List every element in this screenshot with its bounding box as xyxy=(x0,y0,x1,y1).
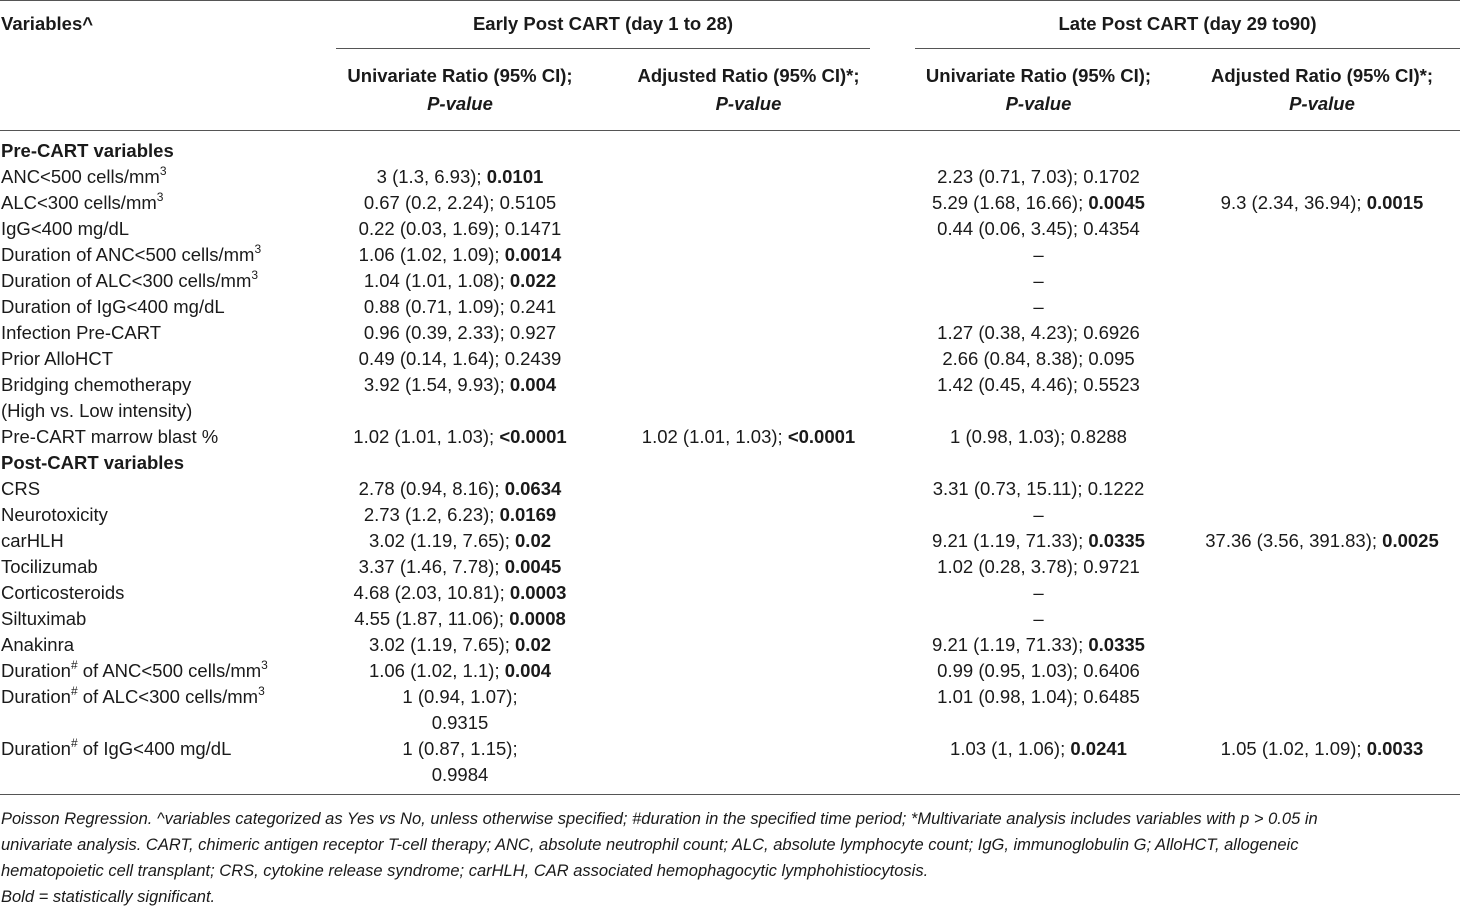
table-row xyxy=(0,606,1460,632)
late-univariate-cell: 1 (0.98, 1.03); 0.8288 xyxy=(950,426,1127,447)
table-row xyxy=(0,684,1460,736)
early-univariate-cell: 1 (0.87, 1.15); 0.9984 xyxy=(402,738,518,785)
table-row xyxy=(0,554,1460,580)
col-early-univariate-header: Univariate Ratio (95% CI); P-value xyxy=(347,65,573,114)
late-univariate-cell: 0.44 (0.06, 3.45); 0.4354 xyxy=(937,218,1140,239)
early-univariate-cell: 3.37 (1.46, 7.78); 0.0045 xyxy=(358,556,562,577)
row-label: IgG<400 mg/dL xyxy=(1,218,130,239)
footnote xyxy=(1,806,1459,910)
late-univariate-cell: – xyxy=(1033,504,1044,525)
table-row xyxy=(0,242,1460,268)
late-univariate-cell: 9.21 (1.19, 71.33); 0.0335 xyxy=(932,530,1145,551)
early-univariate-cell: 0.96 (0.39, 2.33); 0.927 xyxy=(363,322,557,343)
early-univariate-cell: 1.04 (1.01, 1.08); 0.022 xyxy=(363,270,557,291)
early-univariate-cell: 0.67 (0.2, 2.24); 0.5105 xyxy=(363,192,557,213)
early-univariate-cell: 3 (1.3, 6.93); 0.0101 xyxy=(376,166,544,187)
col-late-univariate-header: Univariate Ratio (95% CI); P-value xyxy=(925,65,1152,114)
late-univariate-cell: 1.03 (1, 1.06); 0.0241 xyxy=(950,738,1127,759)
footnote-line: Bold = statistically significant. xyxy=(1,888,216,906)
row-label: Pre-CART marrow blast % xyxy=(1,426,219,447)
row-label: Duration# of ALC<300 cells/$mm^3$ xyxy=(1,683,265,707)
footnote-line: Poisson Regression. ^variables categorized as Yes vs No, unless otherwise specified; #duration in the specified time period; *Multivariate analysis includes variables with p > 0.05 in xyxy=(1,810,1318,828)
row-label: Duration of ANC<500 cells/$mm^3$ xyxy=(1,241,262,265)
late-adjusted-cell: 9.3 (2.34, 36.94); 0.0015 xyxy=(1220,192,1424,213)
early-univariate-cell: 3.02 (1.19, 7.65); 0.02 xyxy=(368,530,552,551)
late-univariate-cell: 2.66 (0.84, 8.38); 0.095 xyxy=(942,348,1135,369)
row-label: Neurotoxicity xyxy=(1,504,108,525)
section-row xyxy=(0,450,1460,476)
early-univariate-cell: 4.55 (1.87, 11.06); 0.0008 xyxy=(354,608,566,629)
header-rule xyxy=(0,130,1460,131)
row-label: Anakinra xyxy=(1,634,75,655)
early-univariate-cell: 0.49 (0.14, 1.64); 0.2439 xyxy=(358,348,562,369)
row-label: Duration# of IgG<400 mg/dL xyxy=(1,735,232,759)
table-row xyxy=(0,476,1460,502)
col-early-adjusted-header: Adjusted Ratio (95% CI)*; P-value xyxy=(637,65,860,114)
early-group-rule xyxy=(336,48,870,49)
late-group-rule xyxy=(915,48,1460,49)
table-row xyxy=(0,294,1460,320)
early-univariate-cell: 0.22 (0.03, 1.69); 0.1471 xyxy=(358,218,562,239)
late-univariate-cell: – xyxy=(1033,244,1044,265)
early-univariate-cell: 1.02 (1.01, 1.03); <0.0001 xyxy=(353,426,567,447)
late-adjusted-cell: 1.05 (1.02, 1.09); 0.0033 xyxy=(1220,738,1424,759)
table-row xyxy=(0,736,1460,788)
row-label: Siltuximab xyxy=(1,608,87,629)
late-univariate-cell: – xyxy=(1033,270,1044,291)
late-univariate-cell: 1.02 (0.28, 3.78); 0.9721 xyxy=(937,556,1140,577)
table-row xyxy=(0,268,1460,294)
early-univariate-cell: 3.92 (1.54, 9.93); 0.004 xyxy=(363,374,557,395)
bottom-rule xyxy=(0,794,1460,795)
table-row xyxy=(0,216,1460,242)
variables-header: Variables^ xyxy=(1,13,94,34)
table-row xyxy=(0,424,1460,450)
table-row xyxy=(0,502,1460,528)
late-univariate-cell: 1.01 (0.98, 1.04); 0.6485 xyxy=(937,686,1140,707)
section-row xyxy=(0,138,1460,164)
row-label: Tocilizumab xyxy=(1,556,98,577)
early-univariate-cell: 1.06 (1.02, 1.1); 0.004 xyxy=(368,660,552,681)
late-univariate-cell: 9.21 (1.19, 71.33); 0.0335 xyxy=(932,634,1145,655)
row-label: Prior AlloHCT xyxy=(1,348,114,369)
row-label: ANC<500 cells/$mm^3$ xyxy=(1,163,167,187)
table-row xyxy=(0,632,1460,658)
footnote-line: univariate analysis. CART, chimeric antigen receptor T-cell therapy; ANC, absolute neutrophil count; ALC, absolute lymphocyte count; IgG, immunoglobulin G; AlloHCT, allogeneic xyxy=(1,836,1299,854)
early-adjusted-cell: 1.02 (1.01, 1.03); <0.0001 xyxy=(641,426,856,447)
early-univariate-cell: 0.88 (0.71, 1.09); 0.241 xyxy=(363,296,557,317)
late-univariate-cell: – xyxy=(1033,296,1044,317)
row-label: ALC<300 cells/$mm^3$ xyxy=(1,189,164,213)
row-label: CRS xyxy=(1,478,41,499)
table-row xyxy=(0,658,1460,684)
table-row xyxy=(0,580,1460,606)
early-group-header: Early Post CART (day 1 to 28) xyxy=(472,13,734,34)
table-row xyxy=(0,346,1460,372)
late-adjusted-cell: 37.36 (3.56, 391.83); 0.0025 xyxy=(1205,530,1439,551)
early-univariate-cell: 1.06 (1.02, 1.09); 0.0014 xyxy=(358,244,562,265)
col-late-adjusted-header: Adjusted Ratio (95% CI)*; P-value xyxy=(1210,65,1434,114)
early-univariate-cell: 4.68 (2.03, 10.81); 0.0003 xyxy=(353,582,567,603)
row-label: Infection Pre-CART xyxy=(1,322,162,343)
late-group-header: Late Post CART (day 29 to90) xyxy=(1058,13,1317,34)
row-label: Duration of IgG<400 mg/dL xyxy=(1,296,225,317)
late-univariate-cell: 1.42 (0.45, 4.46); 0.5523 xyxy=(937,374,1140,395)
early-univariate-cell: 1 (0.94, 1.07); 0.9315 xyxy=(402,686,518,733)
late-univariate-cell: 3.31 (0.73, 15.11); 0.1222 xyxy=(932,478,1145,499)
early-univariate-cell: 2.73 (1.2, 6.23); 0.0169 xyxy=(363,504,557,525)
early-univariate-cell: 2.78 (0.94, 8.16); 0.0634 xyxy=(358,478,562,499)
top-rule xyxy=(0,0,1460,1)
early-univariate-cell: 3.02 (1.19, 7.65); 0.02 xyxy=(368,634,552,655)
row-label: Duration of ALC<300 cells/$mm^3$ xyxy=(1,267,259,291)
footnote-line: hematopoietic cell transplant; CRS, cytokine release syndrome; carHLH, CAR associated hemophagocytic lymphohistiocytosis. xyxy=(1,862,929,880)
section-pre-cart: Pre-CART variables xyxy=(1,140,174,161)
table-row xyxy=(0,372,1460,424)
late-univariate-cell: 0.99 (0.95, 1.03); 0.6406 xyxy=(937,660,1140,681)
row-label: Corticosteroids xyxy=(1,582,125,603)
late-univariate-cell: 1.27 (0.38, 4.23); 0.6926 xyxy=(937,322,1140,343)
row-label: carHLH xyxy=(1,530,64,551)
late-univariate-cell: 5.29 (1.68, 16.66); 0.0045 xyxy=(932,192,1145,213)
table-row xyxy=(0,320,1460,346)
section-post-cart: Post-CART variables xyxy=(1,452,184,473)
table-row xyxy=(0,528,1460,554)
row-label: Bridging chemotherapy (High vs. Low intensity) xyxy=(1,374,193,421)
late-univariate-cell: – xyxy=(1033,582,1044,603)
late-univariate-cell: – xyxy=(1033,608,1044,629)
late-univariate-cell: 2.23 (0.71, 7.03); 0.1702 xyxy=(937,166,1140,187)
table-row xyxy=(0,164,1460,190)
row-label: Duration# of ANC<500 cells/$mm^3$ xyxy=(1,657,268,681)
table-row xyxy=(0,190,1460,216)
